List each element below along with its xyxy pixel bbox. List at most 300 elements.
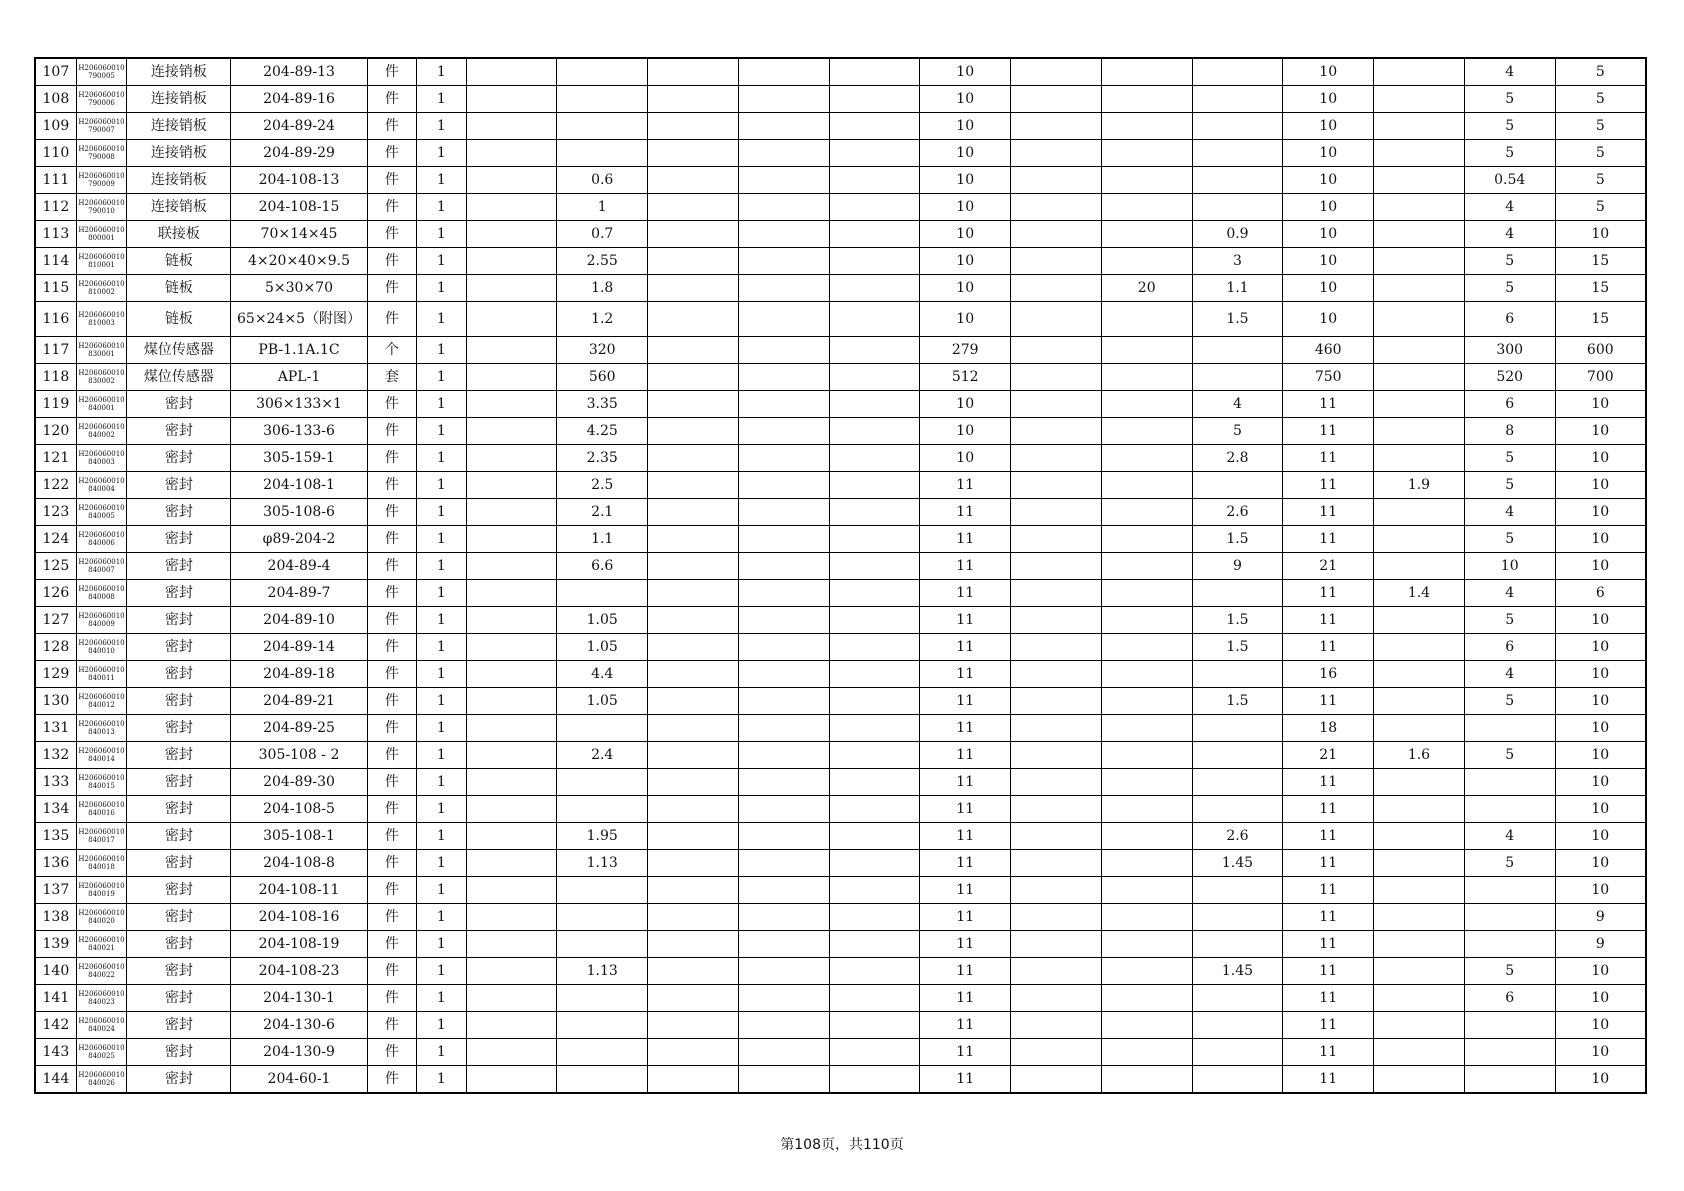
col-4: [738, 1066, 829, 1094]
col-13: 10: [1555, 553, 1646, 580]
col-2: 2.4: [557, 742, 648, 769]
col-3: [648, 302, 739, 337]
col-8: [1101, 607, 1192, 634]
item-unit: 件: [367, 1039, 417, 1066]
col-11: [1374, 445, 1465, 472]
col-7: [1011, 58, 1102, 86]
item-unit: 件: [367, 86, 417, 113]
col-1: [466, 391, 557, 418]
col-10: 11: [1283, 607, 1374, 634]
col-11: [1374, 904, 1465, 931]
col-6: 10: [920, 248, 1011, 275]
col-5: [829, 715, 920, 742]
col-13: 10: [1555, 823, 1646, 850]
item-qty: 1: [417, 607, 467, 634]
col-6: 11: [920, 1039, 1011, 1066]
col-7: [1011, 769, 1102, 796]
col-4: [738, 742, 829, 769]
col-11: [1374, 634, 1465, 661]
material-code: H206060010 790010: [76, 194, 127, 221]
col-11: 1.9: [1374, 472, 1465, 499]
col-12: 4: [1464, 58, 1555, 86]
col-4: [738, 823, 829, 850]
table-row: [35, 769, 1646, 796]
col-6: 10: [920, 167, 1011, 194]
item-spec: 204-108-16: [231, 904, 367, 931]
row-number: 113: [35, 221, 76, 248]
item-qty: 1: [417, 823, 467, 850]
item-unit: 件: [367, 823, 417, 850]
col-1: [466, 553, 557, 580]
item-unit: 件: [367, 931, 417, 958]
col-1: [466, 167, 557, 194]
col-8: [1101, 769, 1192, 796]
col-2: 4.4: [557, 661, 648, 688]
col-2: 1.05: [557, 607, 648, 634]
col-5: [829, 364, 920, 391]
col-8: [1101, 742, 1192, 769]
row-number: 120: [35, 418, 76, 445]
col-5: [829, 661, 920, 688]
item-qty: 1: [417, 221, 467, 248]
col-11: [1374, 248, 1465, 275]
col-13: 15: [1555, 302, 1646, 337]
item-qty: 1: [417, 113, 467, 140]
col-2: [557, 1039, 648, 1066]
item-unit: 件: [367, 302, 417, 337]
item-name: 密封: [127, 742, 231, 769]
col-3: [648, 248, 739, 275]
col-11: 1.6: [1374, 742, 1465, 769]
item-spec: 305-159-1: [231, 445, 367, 472]
col-1: [466, 86, 557, 113]
col-2: 1.13: [557, 850, 648, 877]
table-row: [35, 302, 1646, 337]
material-code: H206060010 840025: [76, 1039, 127, 1066]
col-8: [1101, 337, 1192, 364]
col-10: 10: [1283, 248, 1374, 275]
item-spec: 204-108-19: [231, 931, 367, 958]
col-7: [1011, 391, 1102, 418]
col-10: 11: [1283, 985, 1374, 1012]
item-name: 密封: [127, 688, 231, 715]
col-9: 1.45: [1192, 958, 1283, 985]
col-2: 1: [557, 194, 648, 221]
item-spec: 4×20×40×9.5: [231, 248, 367, 275]
col-9: 1.1: [1192, 275, 1283, 302]
col-2: 560: [557, 364, 648, 391]
col-9: [1192, 113, 1283, 140]
table-row: [35, 904, 1646, 931]
col-10: 11: [1283, 526, 1374, 553]
col-3: [648, 58, 739, 86]
item-qty: 1: [417, 140, 467, 167]
col-10: 11: [1283, 850, 1374, 877]
col-12: 6: [1464, 391, 1555, 418]
col-7: [1011, 1039, 1102, 1066]
col-6: 11: [920, 1012, 1011, 1039]
col-13: 10: [1555, 769, 1646, 796]
item-qty: 1: [417, 634, 467, 661]
col-11: [1374, 113, 1465, 140]
item-unit: 件: [367, 140, 417, 167]
item-name: 密封: [127, 661, 231, 688]
col-12: 5: [1464, 113, 1555, 140]
col-6: 11: [920, 823, 1011, 850]
col-5: [829, 526, 920, 553]
col-4: [738, 931, 829, 958]
item-qty: 1: [417, 877, 467, 904]
col-8: [1101, 634, 1192, 661]
col-2: 1.1: [557, 526, 648, 553]
col-8: [1101, 194, 1192, 221]
col-10: 16: [1283, 661, 1374, 688]
col-5: [829, 140, 920, 167]
material-code: H206060010 830001: [76, 337, 127, 364]
item-qty: 1: [417, 742, 467, 769]
col-11: [1374, 661, 1465, 688]
col-3: [648, 391, 739, 418]
col-6: 10: [920, 194, 1011, 221]
item-qty: 1: [417, 661, 467, 688]
col-5: [829, 553, 920, 580]
col-3: [648, 580, 739, 607]
col-8: [1101, 113, 1192, 140]
col-4: [738, 337, 829, 364]
col-10: 11: [1283, 1012, 1374, 1039]
col-12: 4: [1464, 580, 1555, 607]
col-8: [1101, 931, 1192, 958]
col-12: 10: [1464, 553, 1555, 580]
row-number: 121: [35, 445, 76, 472]
col-3: [648, 140, 739, 167]
row-number: 124: [35, 526, 76, 553]
col-4: [738, 688, 829, 715]
col-1: [466, 715, 557, 742]
material-code: H206060010 840021: [76, 931, 127, 958]
item-qty: 1: [417, 850, 467, 877]
table-row: [35, 553, 1646, 580]
col-12: [1464, 1039, 1555, 1066]
col-8: [1101, 877, 1192, 904]
table-row: [35, 167, 1646, 194]
col-7: [1011, 1066, 1102, 1094]
col-12: 520: [1464, 364, 1555, 391]
col-6: 11: [920, 688, 1011, 715]
table-row: [35, 248, 1646, 275]
col-8: [1101, 445, 1192, 472]
col-6: 10: [920, 86, 1011, 113]
col-12: 6: [1464, 634, 1555, 661]
item-name: 密封: [127, 526, 231, 553]
col-1: [466, 904, 557, 931]
row-number: 125: [35, 553, 76, 580]
col-1: [466, 302, 557, 337]
row-number: 111: [35, 167, 76, 194]
col-5: [829, 86, 920, 113]
col-8: [1101, 850, 1192, 877]
col-2: [557, 580, 648, 607]
col-12: 300: [1464, 337, 1555, 364]
col-6: 11: [920, 526, 1011, 553]
col-2: [557, 140, 648, 167]
col-1: [466, 418, 557, 445]
col-2: 320: [557, 337, 648, 364]
item-spec: φ89-204-2: [231, 526, 367, 553]
col-7: [1011, 445, 1102, 472]
col-13: 10: [1555, 607, 1646, 634]
item-unit: 件: [367, 715, 417, 742]
col-12: [1464, 1066, 1555, 1094]
table-row: [35, 931, 1646, 958]
col-9: 1.45: [1192, 850, 1283, 877]
col-6: 10: [920, 302, 1011, 337]
row-number: 112: [35, 194, 76, 221]
material-code: H206060010 840017: [76, 823, 127, 850]
col-1: [466, 850, 557, 877]
col-2: [557, 985, 648, 1012]
col-8: [1101, 391, 1192, 418]
col-7: [1011, 472, 1102, 499]
col-8: [1101, 553, 1192, 580]
col-2: [557, 931, 648, 958]
col-1: [466, 823, 557, 850]
col-5: [829, 499, 920, 526]
table-row: [35, 1012, 1646, 1039]
item-spec: PB-1.1A.1C: [231, 337, 367, 364]
col-3: [648, 715, 739, 742]
col-6: 279: [920, 337, 1011, 364]
col-10: 21: [1283, 742, 1374, 769]
col-4: [738, 634, 829, 661]
col-8: [1101, 958, 1192, 985]
col-6: 11: [920, 958, 1011, 985]
col-3: [648, 1066, 739, 1094]
item-qty: 1: [417, 418, 467, 445]
col-11: [1374, 1066, 1465, 1094]
item-spec: 204-108-11: [231, 877, 367, 904]
col-3: [648, 769, 739, 796]
col-5: [829, 904, 920, 931]
col-8: [1101, 418, 1192, 445]
item-name: 密封: [127, 607, 231, 634]
col-4: [738, 275, 829, 302]
col-12: 5: [1464, 445, 1555, 472]
col-7: [1011, 1012, 1102, 1039]
item-name: 连接销板: [127, 86, 231, 113]
col-9: 1.5: [1192, 526, 1283, 553]
col-3: [648, 553, 739, 580]
col-12: 6: [1464, 302, 1555, 337]
item-spec: 204-89-4: [231, 553, 367, 580]
row-number: 131: [35, 715, 76, 742]
item-unit: 件: [367, 1066, 417, 1094]
col-11: [1374, 499, 1465, 526]
col-10: 10: [1283, 113, 1374, 140]
item-unit: 件: [367, 688, 417, 715]
col-11: [1374, 86, 1465, 113]
col-6: 10: [920, 58, 1011, 86]
col-2: 1.05: [557, 634, 648, 661]
table-row: [35, 715, 1646, 742]
col-10: 11: [1283, 688, 1374, 715]
item-spec: 204-89-30: [231, 769, 367, 796]
row-number: 107: [35, 58, 76, 86]
item-qty: 1: [417, 86, 467, 113]
item-qty: 1: [417, 445, 467, 472]
col-7: [1011, 526, 1102, 553]
col-1: [466, 1066, 557, 1094]
col-13: 5: [1555, 140, 1646, 167]
col-10: 10: [1283, 86, 1374, 113]
col-9: 1.5: [1192, 688, 1283, 715]
col-1: [466, 221, 557, 248]
item-unit: 件: [367, 499, 417, 526]
item-name: 煤位传感器: [127, 337, 231, 364]
item-qty: 1: [417, 364, 467, 391]
item-spec: 204-108-1: [231, 472, 367, 499]
col-4: [738, 86, 829, 113]
item-qty: 1: [417, 580, 467, 607]
col-5: [829, 1039, 920, 1066]
item-name: 密封: [127, 1066, 231, 1094]
col-8: [1101, 221, 1192, 248]
col-9: 1.5: [1192, 302, 1283, 337]
row-number: 138: [35, 904, 76, 931]
item-name: 联接板: [127, 221, 231, 248]
col-12: [1464, 931, 1555, 958]
col-4: [738, 58, 829, 86]
col-9: [1192, 661, 1283, 688]
col-13: 10: [1555, 796, 1646, 823]
item-spec: 204-130-1: [231, 985, 367, 1012]
material-code: H206060010 840019: [76, 877, 127, 904]
col-4: [738, 715, 829, 742]
col-8: [1101, 796, 1192, 823]
col-9: 1.5: [1192, 634, 1283, 661]
item-qty: 1: [417, 1039, 467, 1066]
material-code: H206060010 830002: [76, 364, 127, 391]
col-10: 10: [1283, 167, 1374, 194]
col-7: [1011, 140, 1102, 167]
item-spec: 305-108-1: [231, 823, 367, 850]
col-5: [829, 958, 920, 985]
material-code: H206060010 840024: [76, 1012, 127, 1039]
row-number: 115: [35, 275, 76, 302]
col-6: 10: [920, 445, 1011, 472]
col-6: 11: [920, 742, 1011, 769]
col-13: 5: [1555, 58, 1646, 86]
col-4: [738, 1039, 829, 1066]
col-8: [1101, 526, 1192, 553]
col-10: 10: [1283, 275, 1374, 302]
col-10: 460: [1283, 337, 1374, 364]
col-6: 10: [920, 275, 1011, 302]
col-11: [1374, 877, 1465, 904]
col-7: [1011, 688, 1102, 715]
col-5: [829, 607, 920, 634]
item-qty: 1: [417, 958, 467, 985]
table-row: [35, 661, 1646, 688]
col-1: [466, 337, 557, 364]
col-9: 0.9: [1192, 221, 1283, 248]
col-1: [466, 877, 557, 904]
table-row: [35, 275, 1646, 302]
col-11: [1374, 607, 1465, 634]
item-unit: 件: [367, 113, 417, 140]
col-10: 11: [1283, 823, 1374, 850]
col-6: 11: [920, 607, 1011, 634]
item-spec: 306-133-6: [231, 418, 367, 445]
col-6: 10: [920, 391, 1011, 418]
col-7: [1011, 877, 1102, 904]
col-1: [466, 796, 557, 823]
item-unit: 件: [367, 275, 417, 302]
table-row: [35, 364, 1646, 391]
col-13: 10: [1555, 391, 1646, 418]
col-11: [1374, 58, 1465, 86]
col-13: 10: [1555, 221, 1646, 248]
col-3: [648, 661, 739, 688]
table-row: [35, 634, 1646, 661]
item-name: 密封: [127, 1012, 231, 1039]
material-code: H206060010 840015: [76, 769, 127, 796]
col-11: [1374, 364, 1465, 391]
col-3: [648, 634, 739, 661]
item-qty: 1: [417, 715, 467, 742]
col-1: [466, 661, 557, 688]
col-1: [466, 526, 557, 553]
table-row: [35, 418, 1646, 445]
item-qty: 1: [417, 472, 467, 499]
row-number: 126: [35, 580, 76, 607]
item-spec: 204-89-29: [231, 140, 367, 167]
item-spec: 204-89-16: [231, 86, 367, 113]
material-code: H206060010 810002: [76, 275, 127, 302]
table-row: [35, 958, 1646, 985]
col-11: [1374, 194, 1465, 221]
col-2: [557, 904, 648, 931]
table-row: [35, 113, 1646, 140]
col-12: [1464, 904, 1555, 931]
col-11: [1374, 1039, 1465, 1066]
col-7: [1011, 86, 1102, 113]
table-row: [35, 526, 1646, 553]
col-9: [1192, 364, 1283, 391]
col-1: [466, 1012, 557, 1039]
col-10: 10: [1283, 302, 1374, 337]
row-number: 130: [35, 688, 76, 715]
row-number: 135: [35, 823, 76, 850]
col-1: [466, 113, 557, 140]
row-number: 142: [35, 1012, 76, 1039]
col-9: [1192, 904, 1283, 931]
col-13: 10: [1555, 688, 1646, 715]
col-7: [1011, 337, 1102, 364]
col-9: [1192, 580, 1283, 607]
item-spec: 65×24×5（附图）: [231, 302, 367, 337]
col-12: [1464, 1012, 1555, 1039]
col-13: 10: [1555, 850, 1646, 877]
col-9: 2.6: [1192, 823, 1283, 850]
col-4: [738, 661, 829, 688]
material-code: H206060010 790008: [76, 140, 127, 167]
item-unit: 件: [367, 985, 417, 1012]
col-8: [1101, 688, 1192, 715]
col-2: 2.55: [557, 248, 648, 275]
col-5: [829, 688, 920, 715]
col-7: [1011, 904, 1102, 931]
